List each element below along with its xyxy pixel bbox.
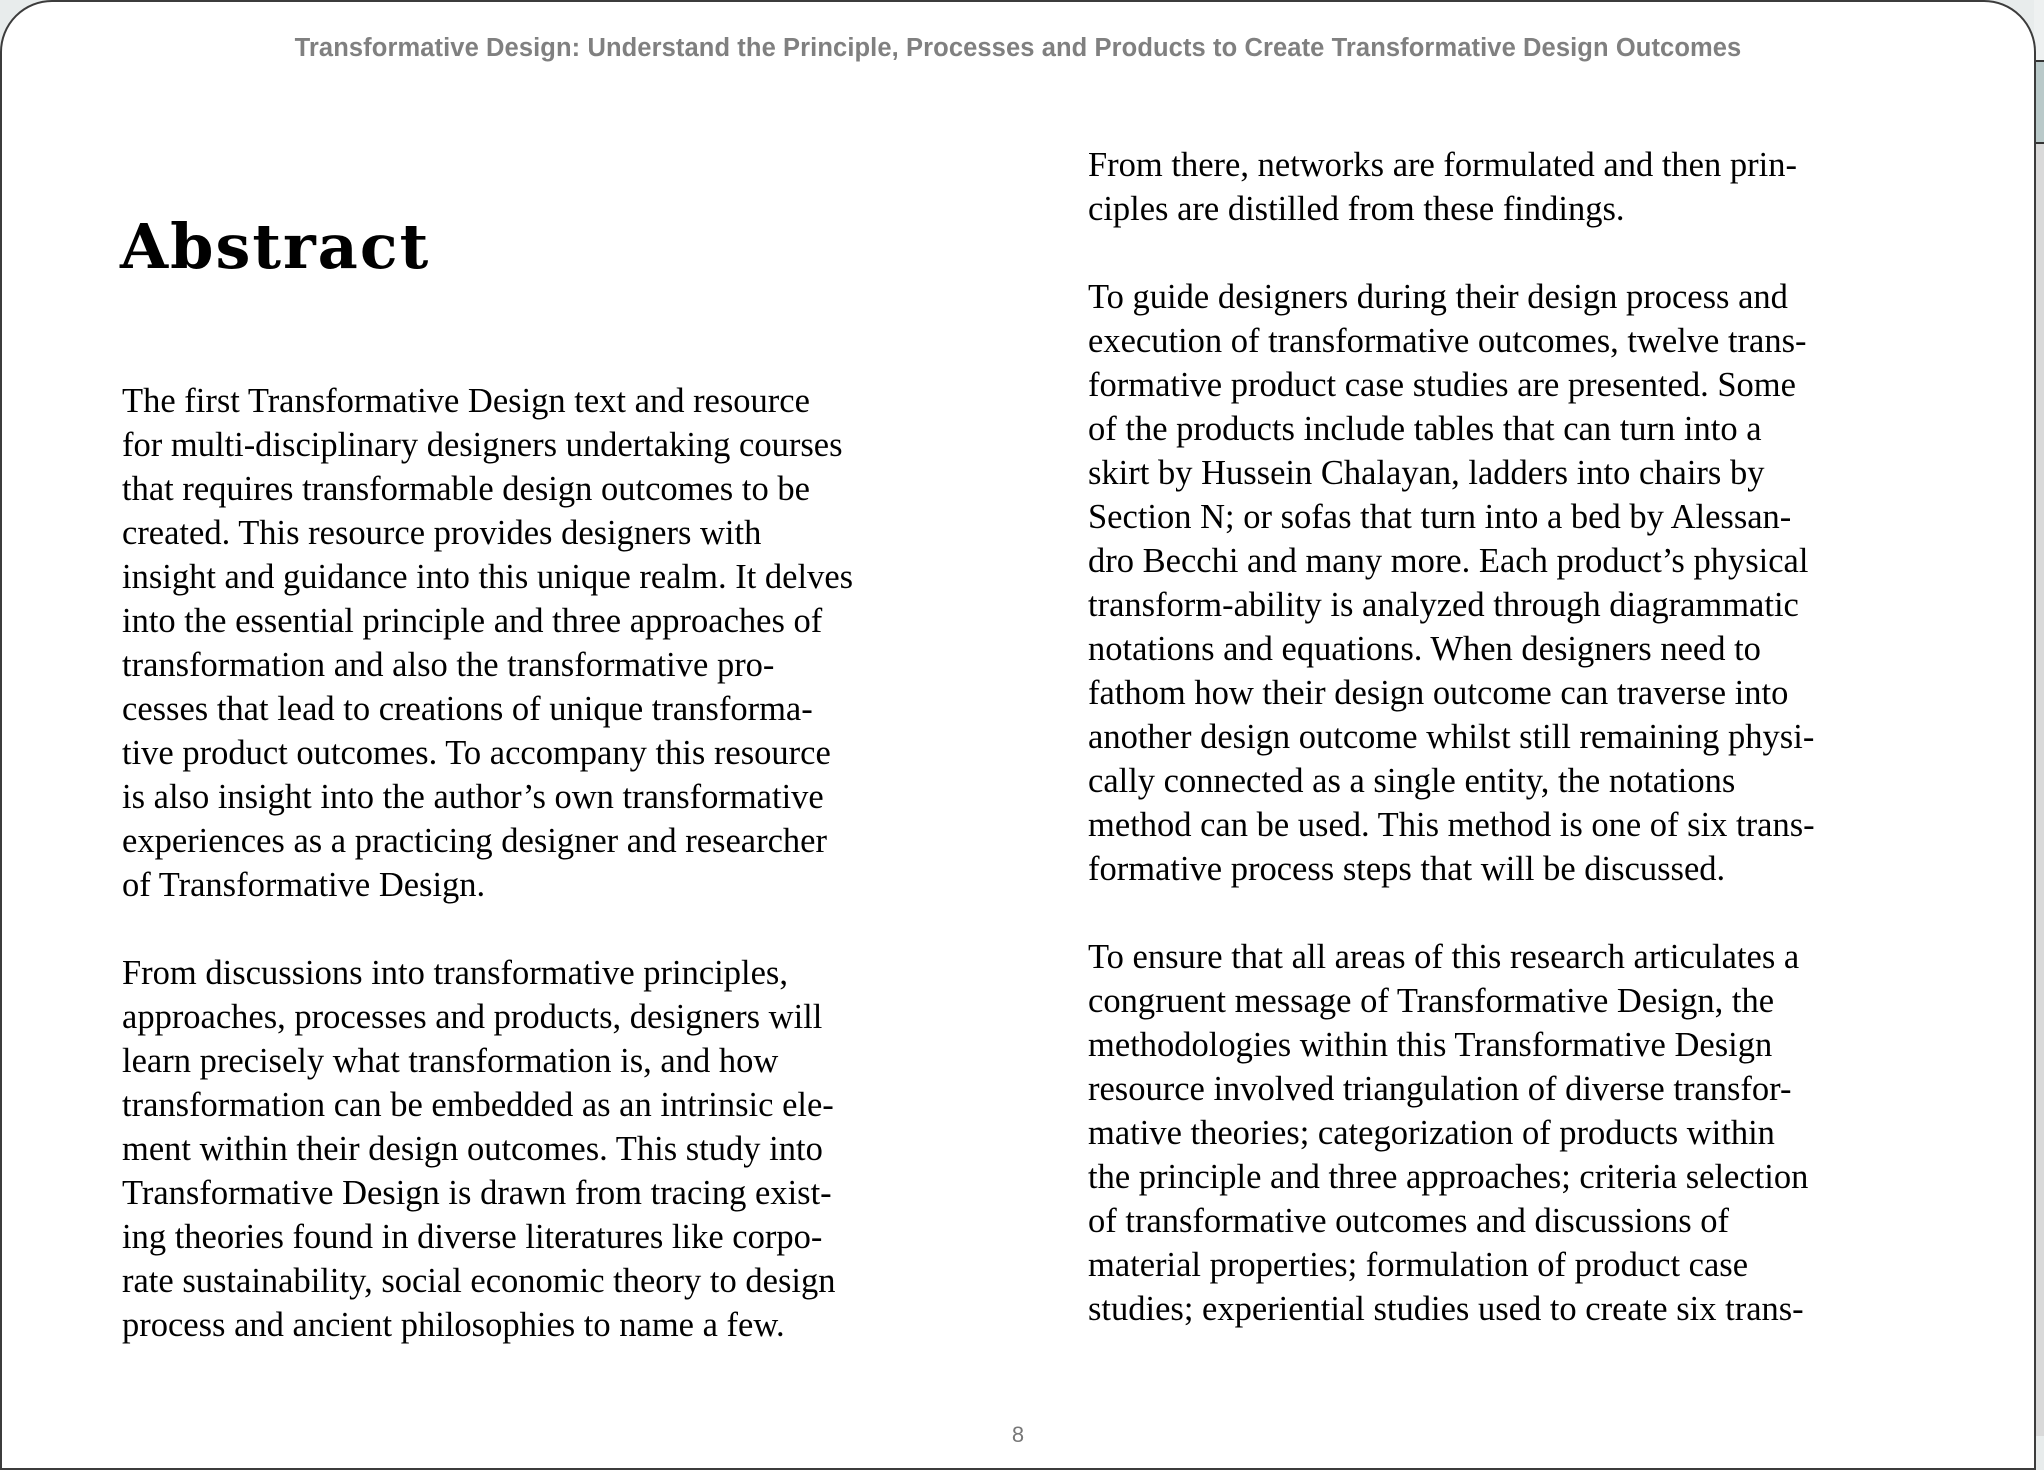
text-line: From discussions into transformative principles, [122,954,788,992]
text-line: skirt by Hussein Chalayan, ladders into chairs by [1088,454,1765,492]
text-line: formative product case studies are presented. Some [1088,366,1796,404]
text-line: ing theories found in diverse literatures like corpo- [122,1218,823,1256]
page-number: 8 [1011,1422,1025,1447]
text-line: tive product outcomes. To accompany this resource [122,734,831,772]
text-line: of transformative outcomes and discussions of [1088,1202,1729,1240]
text-line: congruent message of Transformative Design, the [1088,982,1775,1020]
right-column [1088,143,1948,1375]
text-line: insight and guidance into this unique realm. It delves [122,558,854,596]
text-line: To ensure that all areas of this research articulates a [1088,938,1800,976]
paragraph [1088,275,1948,891]
text-line: Section N; or sofas that turn into a bed by Alessan- [1088,498,1792,536]
page-title: Abstract [120,210,431,283]
text-line: process and ancient philosophies to name a few. [122,1306,785,1344]
paragraph [122,379,982,907]
text-line: notations and equations. When designers need to [1088,630,1761,668]
text-line: cesses that lead to creations of unique transforma- [122,690,813,728]
text-line: rate sustainability, social economic theory to design [122,1262,836,1300]
text-line: studies; experiential studies used to create six trans- [1088,1290,1804,1328]
paragraph [122,951,982,1347]
text-line: formative process steps that will be discussed. [1088,850,1726,888]
text-line: dro Becchi and many more. Each product’s physical [1088,542,1809,580]
text-line: methodologies within this Transformative Design [1088,1026,1773,1064]
text-line: the principle and three approaches; criteria selection [1088,1158,1809,1196]
text-line: fathom how their design outcome can traverse into [1088,674,1789,712]
text-line: approaches, processes and products, designers will [122,998,823,1036]
running-header: Transformative Design: Understand the Principle, Processes and Products to Create Transformative Design Outcomes [294,34,1742,62]
text-line: learn precisely what transformation is, and how [122,1042,779,1080]
text-line: The first Transformative Design text and resource [122,382,810,420]
text-line: Transformative Design is drawn from tracing exist- [122,1174,832,1212]
text-line: mative theories; categorization of products within [1088,1114,1775,1152]
text-line: created. This resource provides designers with [122,514,762,552]
text-line: of Transformative Design. [122,866,486,904]
text-line: that requires transformable design outcomes to be [122,470,810,508]
text-line: into the essential principle and three approaches of [122,602,823,640]
text-line: execution of transformative outcomes, twelve trans- [1088,322,1807,360]
text-line: material properties; formulation of product case [1088,1246,1749,1284]
text-line: resource involved triangulation of diverse transfor- [1088,1070,1792,1108]
left-column [122,379,982,1391]
text-line: From there, networks are formulated and then prin- [1088,146,1797,184]
text-line: transform-ability is analyzed through diagrammatic [1088,586,1799,624]
paragraph [1088,143,1948,231]
text-line: experiences as a practicing designer and researcher [122,822,827,860]
text-line: To guide designers during their design process and [1088,278,1788,316]
text-line: method can be used. This method is one of six trans- [1088,806,1815,844]
text-line: for multi-disciplinary designers undertaking courses [122,426,843,464]
text-line: of the products include tables that can turn into a [1088,410,1762,448]
text-line: another design outcome whilst still remaining physi- [1088,718,1815,756]
text-line: is also insight into the author’s own transformative [122,778,824,816]
text-line: transformation and also the transformative pro- [122,646,775,684]
text-line: ment within their design outcomes. This study into [122,1130,823,1168]
text-line: ciples are distilled from these findings. [1088,190,1625,228]
text-line: cally connected as a single entity, the notations [1088,762,1736,800]
paragraph [1088,935,1948,1331]
text-line: transformation can be embedded as an intrinsic ele- [122,1086,834,1124]
